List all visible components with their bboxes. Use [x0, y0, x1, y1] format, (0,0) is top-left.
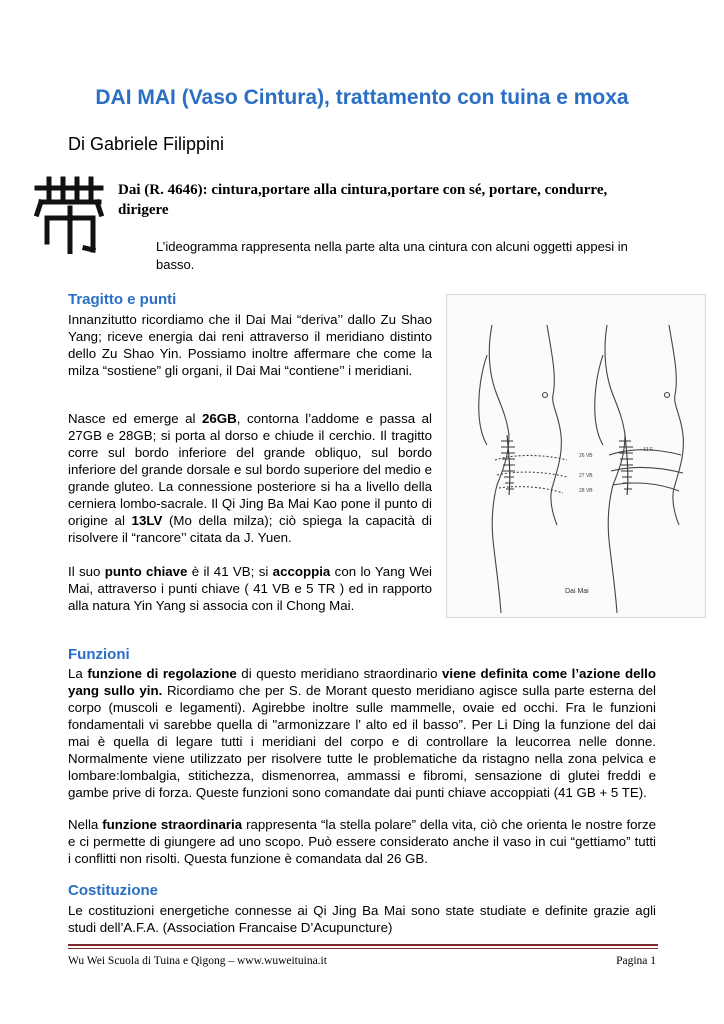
label-28vb: 28 VB — [579, 488, 593, 494]
text-span: Ricordiamo che per S. de Morant questo meridiano agisce sulla parte esterna del corpo (muscoli e legamenti). Agirebbe inoltre sulle mammelle, ovaie ed occhi. Fra le funzioni fondamentali vi sarebbe quella di "armonizzare l' alto ed il basso”. Per Li Ding la funzione del dai mai è quella di legare tutti i meridiani del corpo e di controllare la leucorrea nelle donne. Normalmente viene utilizzato per risolvere tutte le problematiche da ristagno nella zona pelvica e lombare:lombalgia, stitichezza, dismenorrea, ammassi e fibromi, sensazione di glutei freddi e gambe prive di forza. Queste funzioni sono comandate dai punti chiave accoppiati (41 GB + 5 TE). — [68, 683, 656, 800]
yang-on-yin-term: viene definita come l’azione dello yang sullo yin. — [68, 666, 656, 698]
text-span: La — [68, 666, 88, 681]
tragitto-paragraph-1: Innanzitutto ricordiamo che il Dai Mai “deriva’’ dallo Zu Shao Yang; riceve energia dai reni attraverso il meridiano distinto dello Zu Shao Yin. Possiamo inoltre affermare che come la milza “sostiene” gli organi, il Dai Mai “contiene’’ i meridiani. — [68, 312, 432, 378]
dai-mai-figure — [446, 294, 706, 618]
footer-divider — [68, 948, 658, 949]
point-26gb: 26GB — [202, 411, 237, 426]
section-heading-funzioni: Funzioni — [68, 646, 130, 663]
text-span: , contorna l’addome e passa al 27GB e 28GB; si porta al dorso e chiude il cerchio. Il tragitto corre sul bordo inferiore del grande obliquo, sul bordo inferiore del grande dorsale e sul bordo superiore del medio e grande gluteo. La connessione posteriore si ha a livello della cerniera lombo-sacrale. Il Qi Jing Ba Mai Kao pone il punto di origine al — [68, 411, 432, 528]
page-title: DAI MAI (Vaso Cintura), trattamento con tuina e moxa — [95, 86, 629, 109]
body-diagram-illustration — [447, 295, 705, 617]
extraordinary-function-term: funzione straordinaria — [102, 817, 243, 832]
figure-caption: Dai Mai — [565, 588, 589, 595]
dai-ideogram-icon — [33, 176, 105, 254]
tragitto-paragraph-3 — [68, 563, 432, 614]
text-span: Il suo — [68, 564, 105, 579]
label-27vb: 27 VB — [579, 473, 593, 479]
costituzione-paragraph: Le costituzioni energetiche connesse ai Qi Jing Ba Mai sono state studiate e definite grazie agli studi dell’A.F.A. (Association Francaise D’Acupuncture) — [68, 903, 656, 935]
footer-divider — [68, 944, 658, 946]
text-span: Nasce ed emerge al — [68, 411, 202, 426]
section-heading-costituzione: Costituzione — [68, 882, 158, 899]
key-point-term: punto chiave — [104, 564, 188, 579]
footer-school: Wu Wei Scuola di Tuina e Qigong – www.wuweituina.it — [68, 955, 327, 967]
ideogram-description: L’ideogramma rappresenta nella parte alta una cintura con alcuni oggetti appesi in basso. — [156, 239, 628, 272]
text-span: Nella — [68, 817, 103, 832]
section-heading-tragitto: Tragitto e punti — [68, 291, 177, 308]
author-line: Di Gabriele Filippini — [68, 134, 225, 154]
text-span: (Mo della milza); ciò spiega la capacità di risolvere il “rancore’’ citata da J. Yuen. — [68, 513, 432, 545]
funzioni-paragraph-2 — [68, 816, 656, 867]
regulation-function-term: funzione di regolazione — [87, 666, 237, 681]
text-span: di questo meridiano straordinario — [236, 666, 443, 681]
text-span: rappresenta “la stella polare” della vita, ciò che orienta le nostre forze e ci permette di giungere ad uno scopo. Può essere considerato anche il vaso in cui “gettiamo” tutti i conflitti non risolti. Questa funzione è comandata dal 26 GB. — [68, 817, 657, 866]
footer-page-number: Pagina 1 — [616, 955, 656, 967]
coupling-term: accoppia — [272, 564, 331, 579]
text-span: è il 41 VB; si — [187, 564, 273, 579]
ideogram-definition: Dai (R. 4646): cintura,portare alla cintura,portare con sé, portare, condurre, dirigere — [118, 182, 608, 218]
point-13lv: 13LV — [131, 513, 163, 528]
text-span: con lo Yang Wei Mai, attraverso i punti chiave ( 41 VB e 5 TR ) ed in rapporto alla natura Yin Yang si associa con il Chong Mai. — [68, 564, 432, 613]
label-13f: 13 F — [643, 447, 654, 453]
tragitto-paragraph-2 — [68, 410, 432, 546]
label-26vb: 26 VB — [579, 453, 593, 459]
funzioni-paragraph-1 — [68, 665, 656, 801]
